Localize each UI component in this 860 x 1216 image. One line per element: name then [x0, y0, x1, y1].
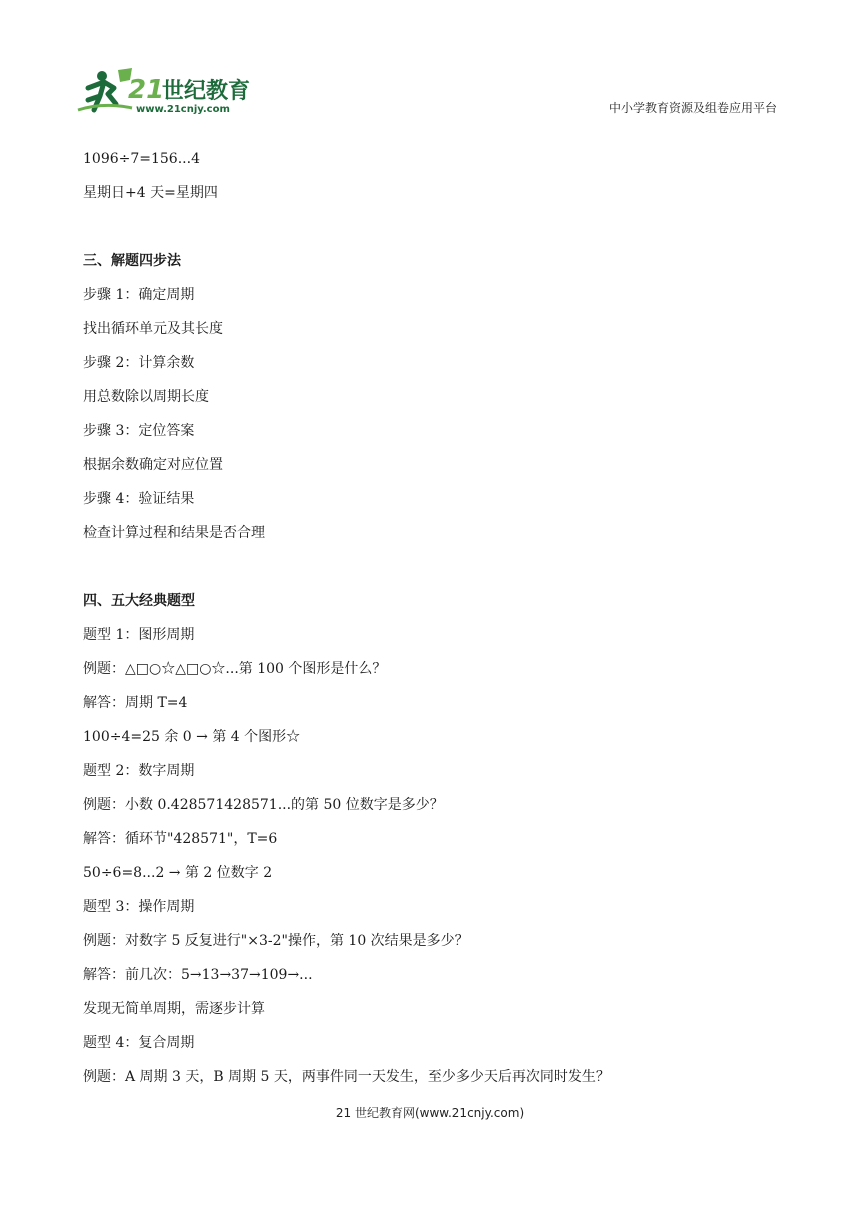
text-line: 步骤 2：计算余数 — [83, 355, 195, 371]
svg-text:www.21cnjy.com: www.21cnjy.com — [136, 104, 230, 115]
text-line: 例题：A 周期 3 天，B 周期 5 天，两事件同一天发生，至少多少天后再次同时发生？ — [83, 1069, 610, 1085]
text-line: 解答：周期 T=4 — [83, 695, 188, 711]
blank-line — [83, 550, 783, 584]
blank-line — [83, 210, 783, 244]
text-line: 题型 1：图形周期 — [83, 627, 195, 643]
logo-21cnjy — [74, 66, 274, 116]
text-line: 题型 3：操作周期 — [83, 899, 195, 915]
text-line: 检查计算过程和结果是否合理 — [83, 525, 265, 541]
text-line: 解答：循环节"428571"，T=6 — [83, 831, 278, 847]
text-line: 例题：△□○☆△□○☆...第 100 个图形是什么？ — [83, 661, 387, 677]
text-line: 题型 4：复合周期 — [83, 1035, 195, 1051]
section-heading: 四、五大经典题型 — [83, 593, 195, 609]
text-line: 根据余数确定对应位置 — [83, 457, 223, 473]
platform-name: 中小学教育资源及组卷应用平台 — [608, 101, 777, 115]
text-line: 50÷6=8...2 → 第 2 位数字 2 — [83, 865, 273, 881]
svg-text:21: 21 — [128, 75, 165, 105]
section-heading: 三、解题四步法 — [83, 253, 181, 269]
text-line: 步骤 3：定位答案 — [83, 423, 195, 439]
text-line: 解答：前几次：5→13→37→109→... — [83, 967, 313, 983]
text-line: 题型 2：数字周期 — [83, 763, 195, 779]
text-line: 用总数除以周期长度 — [83, 389, 209, 405]
runner-logo-icon — [74, 66, 274, 116]
text-line: 100÷4=25 余 0 → 第 4 个图形☆ — [83, 729, 301, 745]
page-header — [0, 0, 860, 130]
text-line: 找出循环单元及其长度 — [83, 321, 223, 337]
page-footer: 21 世纪教育网(www.21cnjy.com) — [335, 1106, 525, 1120]
text-line: 步骤 4：验证结果 — [83, 491, 195, 507]
svg-text:世纪教育: 世纪教育 — [162, 79, 251, 104]
text-line: 发现无简单周期，需逐步计算 — [83, 1001, 265, 1017]
text-line: 星期日+4 天=星期四 — [83, 185, 218, 201]
text-line: 例题：对数字 5 反复进行"×3-2"操作，第 10 次结果是多少？ — [83, 933, 469, 949]
text-line: 1096÷7=156...4 — [83, 151, 200, 167]
text-line: 例题：小数 0.428571428571...的第 50 位数字是多少？ — [83, 797, 444, 813]
text-line: 步骤 1：确定周期 — [83, 287, 195, 303]
document-body — [83, 142, 783, 1094]
